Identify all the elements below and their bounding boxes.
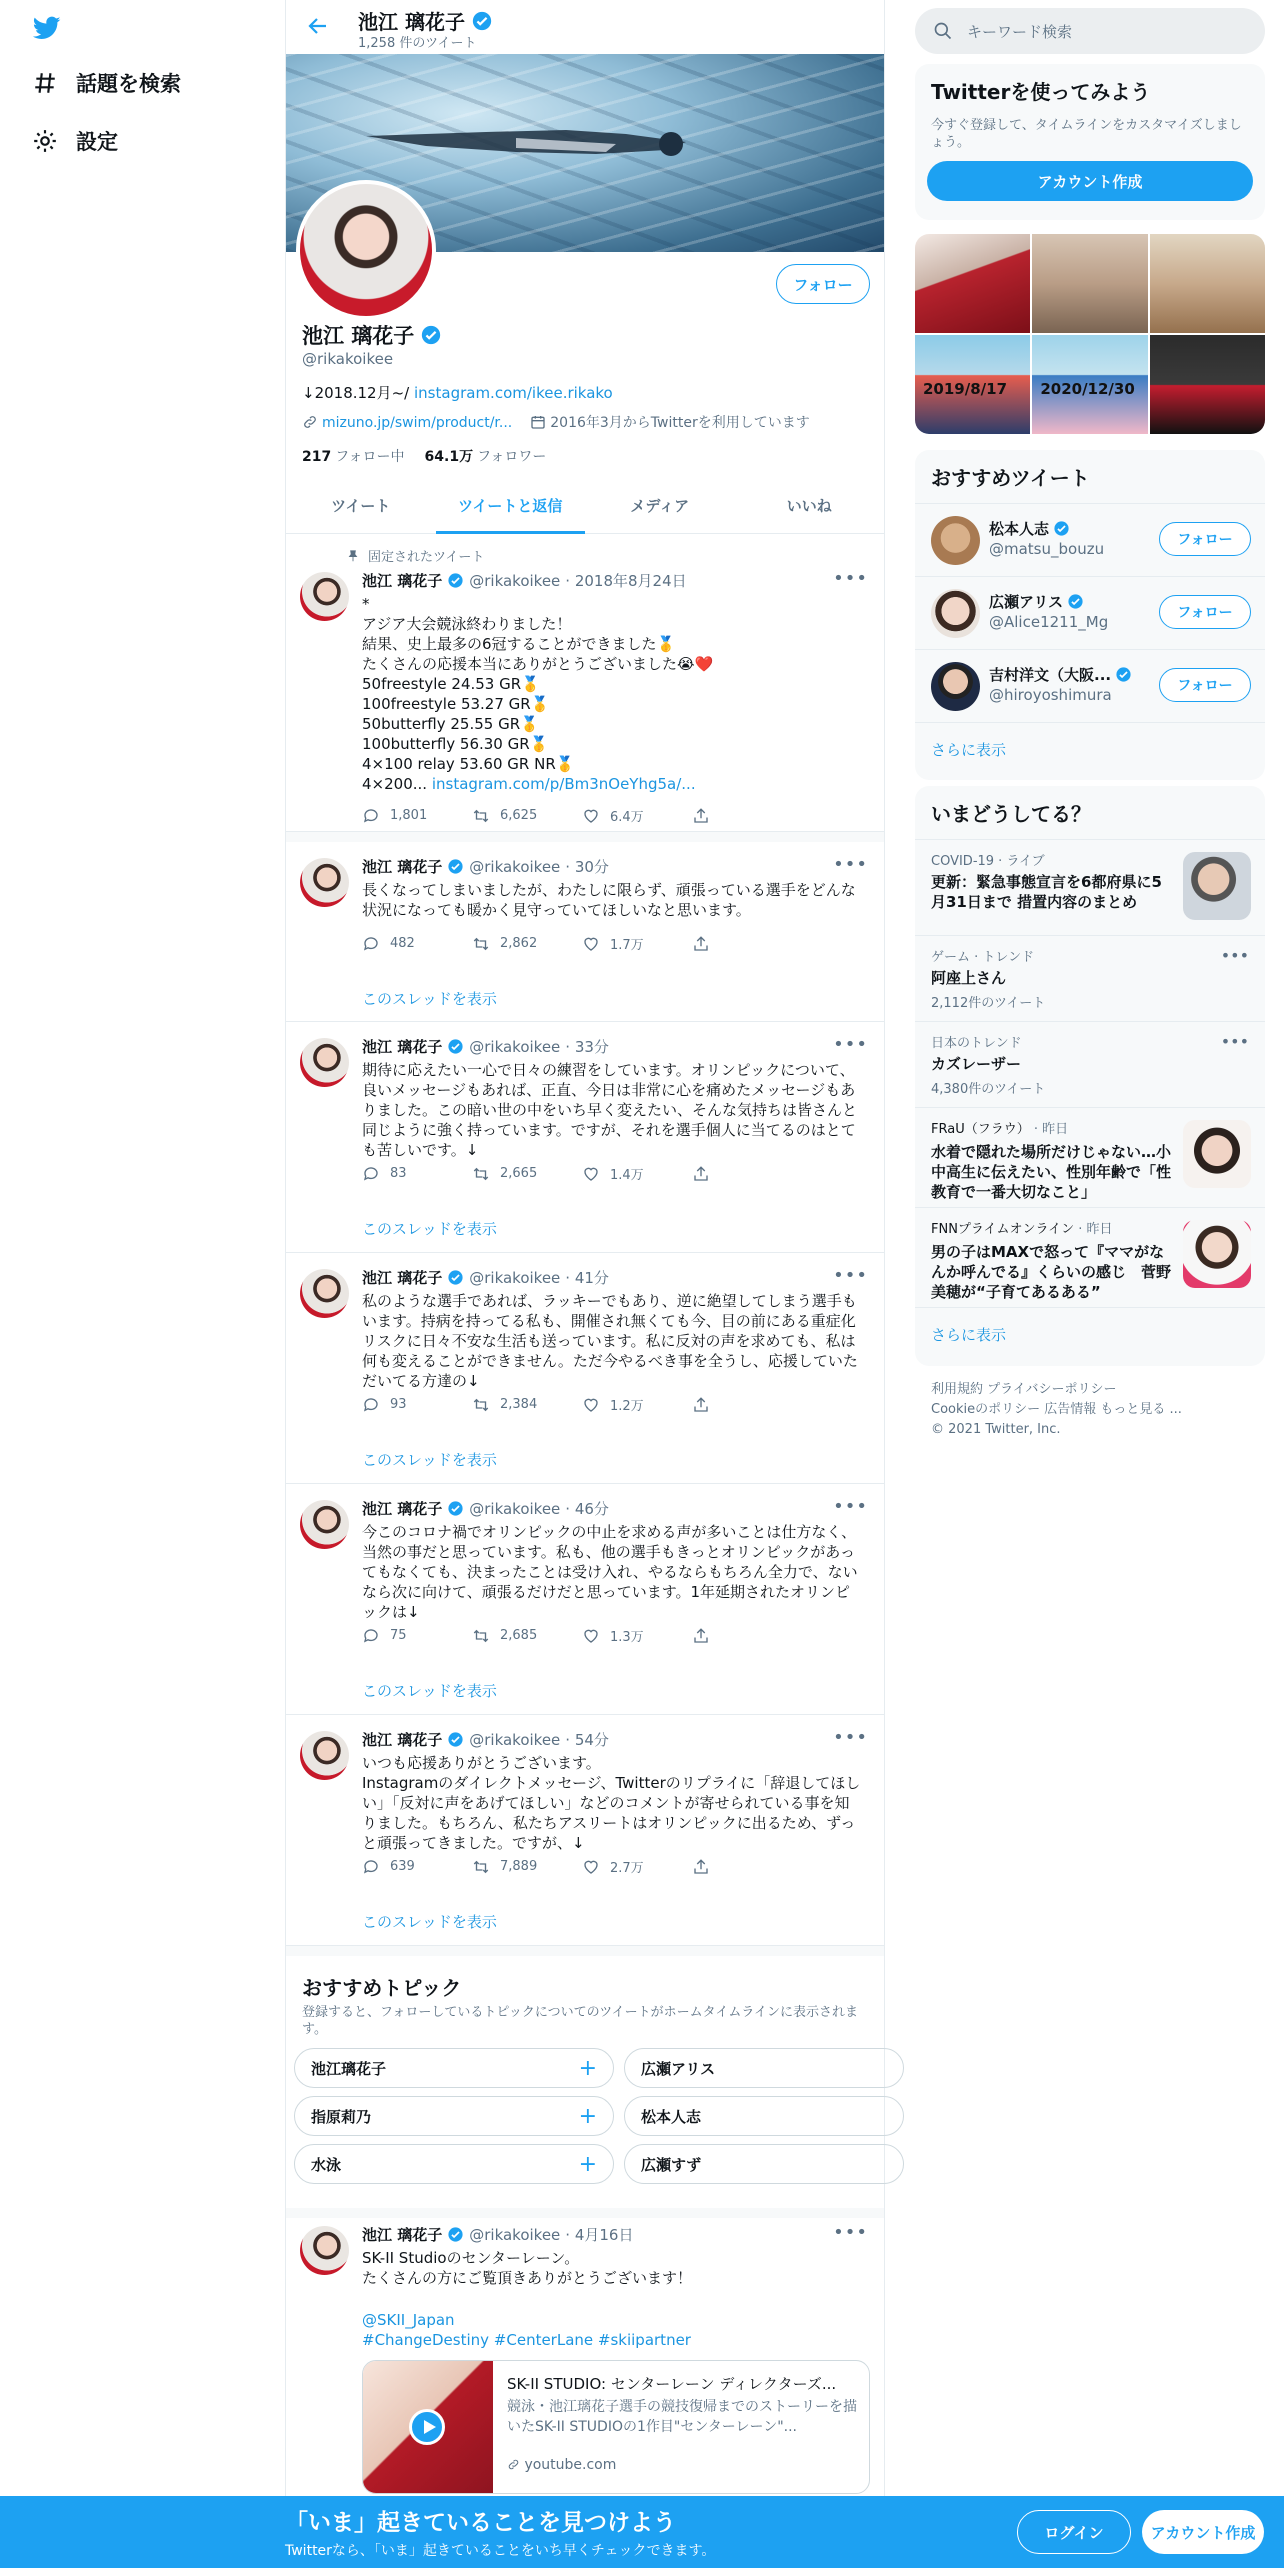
who-to-follow-panel <box>915 450 1265 780</box>
main-column <box>285 0 885 2568</box>
signup-title: Twitterを使ってみよう <box>931 80 1151 104</box>
tweet-mention <box>362 2310 862 2330</box>
share-icon <box>692 1165 710 1183</box>
trend-source-name: FRaU（フラウ） <box>931 1122 1030 1137</box>
verified-badge-icon <box>1067 593 1084 610</box>
like-action[interactable] <box>582 934 692 953</box>
reply-icon <box>362 1165 380 1183</box>
profile-stats <box>302 446 546 466</box>
topic-chip[interactable] <box>294 2144 614 2184</box>
trend-item[interactable] <box>915 1021 1265 1107</box>
who-handle: @Alice1211_Mg <box>989 613 1109 631</box>
share-action[interactable] <box>692 1164 802 1183</box>
following-stat[interactable] <box>302 446 405 466</box>
heart-icon <box>582 1858 600 1876</box>
reply-action[interactable] <box>362 934 472 953</box>
like-count: 1.2万 <box>610 1399 644 1414</box>
media-date-label: 2019/8/17 <box>923 380 1008 398</box>
avatar[interactable] <box>300 1269 349 1318</box>
tweet[interactable] <box>286 1022 884 1253</box>
section-divider <box>286 1946 884 1956</box>
verified-badge-icon <box>471 10 493 32</box>
reply-action[interactable] <box>362 1626 472 1645</box>
share-action[interactable] <box>692 1626 802 1645</box>
who-name <box>989 518 1070 539</box>
card-thumbnail <box>363 2361 493 2494</box>
more-icon[interactable]: ••• <box>833 1034 868 1055</box>
tweet-author-name[interactable]: 池江 璃花子 <box>362 1269 443 1287</box>
show-thread-link[interactable]: このスレッドを表示 <box>362 1220 497 1238</box>
trend-title: 水着で隠れた場所だけじゃない…小中高生に伝えたい、性別年齢で「性教育で一番大切なこと」 <box>931 1143 1172 1201</box>
retweet-icon <box>472 1627 490 1645</box>
show-thread-link[interactable]: このスレッドを表示 <box>362 1682 497 1700</box>
topic-chip[interactable] <box>294 2096 614 2136</box>
pinned-label <box>346 546 484 565</box>
follow-button[interactable]: フォロー <box>1159 668 1251 702</box>
reply-icon <box>362 1627 380 1645</box>
trend-source-name: FNNプライムオンライン <box>931 1222 1075 1237</box>
profile-header-bar <box>286 0 884 54</box>
tab-media[interactable]: メディア <box>630 497 690 515</box>
search-input[interactable] <box>915 8 1265 54</box>
heart-icon <box>582 1396 600 1414</box>
bottom-bar-title: 「いま」起きていることを見つけよう <box>285 2510 676 2536</box>
show-more-link[interactable]: さらに表示 <box>915 1307 1265 1361</box>
tweet[interactable] <box>286 1253 884 1484</box>
trend-category: COVID-19 · ライブ <box>931 854 1045 869</box>
retweet-action[interactable] <box>472 1626 582 1645</box>
tweet-text: 今このコロナ禍でオリンピックの中止を求める声が多いことは仕方なく、当然の事だと思っています。私も、他の選手もきっとオリンピックがあってもなくても、決まったことは受け入れ、やるならもちろん全力で、ないなら次に向けて、頑張るだけだと思っています。1年延期されたオリンピックは↓ <box>362 1523 858 1621</box>
tweet-header <box>362 1729 609 1750</box>
search-icon <box>933 21 953 41</box>
follow-button[interactable]: フォロー <box>1159 522 1251 556</box>
followers-stat[interactable] <box>425 446 547 466</box>
retweet-action[interactable] <box>472 1857 582 1876</box>
like-action[interactable] <box>582 806 692 825</box>
tab-tweets-and-replies[interactable]: ツイートと返信 <box>436 480 586 533</box>
tweet-author-name[interactable]: 池江 璃花子 <box>362 572 443 590</box>
bio-text: ↓2018.12月~/ <box>302 384 414 402</box>
retweet-icon <box>472 1858 490 1876</box>
tweet-header <box>362 856 609 877</box>
who-to-follow-title: おすすめツイート <box>931 466 1090 490</box>
topic-label: 池江璃花子 <box>311 2059 387 2078</box>
gear-icon <box>32 128 58 154</box>
tweet-author-handle: @rikakoikee <box>469 1037 561 1056</box>
header-name-text: 池江 璃花子 <box>358 10 465 34</box>
topic-label: 指原莉乃 <box>311 2107 372 2126</box>
tweet-link[interactable]: instagram.com/p/Bm3nOeYhg5a/... <box>431 775 696 793</box>
avatar[interactable] <box>300 858 349 907</box>
footer-links <box>931 1380 1182 1440</box>
trend-item[interactable] <box>915 935 1265 1021</box>
nav-explore-label: 話題を検索 <box>76 72 181 96</box>
trends-title: いまどうしてる？ <box>931 802 1091 826</box>
bio-link[interactable]: instagram.com/ikee.rikako <box>414 384 613 402</box>
trend-title: 男の子はMAXで怒って『ママがなんか呼んでる』くらいの感じ 菅野美穂が“子育てあるある” <box>931 1243 1172 1301</box>
media-date-label: 2020/12/30 <box>1040 380 1135 398</box>
trend-item[interactable] <box>915 1207 1265 1307</box>
topic-label: 水泳 <box>311 2155 342 2174</box>
trend-time: · 昨日 <box>1078 1222 1113 1237</box>
nav-explore[interactable] <box>32 68 181 98</box>
share-icon <box>692 1858 710 1876</box>
profile-bio <box>302 382 613 403</box>
more-icon[interactable]: ••• <box>833 568 868 589</box>
like-count: 2.7万 <box>610 1861 644 1876</box>
share-action[interactable] <box>692 934 802 953</box>
card-domain <box>507 2457 616 2473</box>
footer-line[interactable]: Cookieのポリシー 広告情報 もっと見る ... <box>931 1402 1182 1417</box>
like-action[interactable] <box>582 1164 692 1183</box>
media-thumbnail[interactable] <box>1032 234 1147 333</box>
avatar[interactable] <box>931 662 980 711</box>
profile-name-text: 池江 璃花子 <box>302 324 415 348</box>
topic-label: 広瀬すず <box>641 2155 702 2174</box>
more-icon[interactable]: ••• <box>833 1496 868 1517</box>
tweet-author-handle: @rikakoikee <box>469 1499 561 1518</box>
card-domain-text: youtube.com <box>524 2457 617 2473</box>
trend-time: · 昨日 <box>1033 1122 1069 1137</box>
nav-settings[interactable] <box>32 126 118 156</box>
link-card[interactable] <box>362 2360 870 2494</box>
show-thread-link[interactable]: このスレッドを表示 <box>362 1913 497 1931</box>
trend-count: 4,380件のツイート <box>931 1082 1046 1097</box>
signup-subtitle: 今すぐ登録して、タイムラインをカスタマイズしましょう。 <box>931 118 1242 150</box>
profile-name <box>302 320 442 350</box>
website-link[interactable]: mizuno.jp/swim/product/r... <box>322 414 513 431</box>
tweet-author-handle: @rikakoikee <box>469 1730 561 1749</box>
retweet-count: 6,625 <box>500 808 538 823</box>
retweet-count: 2,665 <box>500 1166 538 1181</box>
pin-icon <box>346 549 360 563</box>
who-to-follow-item[interactable] <box>915 503 1265 576</box>
section-divider <box>286 2208 884 2218</box>
tweet-text: SK-II Studioのセンターレーン。 たくさんの方にご覧頂きありがとうございます！ <box>362 2249 693 2287</box>
tweet-actions <box>362 1164 802 1183</box>
trend-count: 2,112件のツイート <box>931 996 1046 1011</box>
signup-panel <box>915 64 1265 220</box>
heart-icon <box>582 1165 600 1183</box>
tweet-text <box>362 594 862 794</box>
tweet-author-handle: @rikakoikee <box>469 857 561 876</box>
reply-action[interactable] <box>362 806 472 825</box>
tweet-text-content: * アジア大会競泳終わりました！ 結果、史上最多の6冠することができました🥇 たくさんの応援本当にありがとうございました😭❤️ 50freestyle 24.53 GR🥇 100freestyle 53.27 GR🥇 50butterfly 25.55 GR🥇 100butterfly 56.30 GR🥇 4×100 relay 53.60 GR NR🥇 4×200... <box>362 595 714 793</box>
reply-action[interactable] <box>362 1164 472 1183</box>
verified-badge-icon <box>447 1038 464 1055</box>
signup-prompt-bar <box>0 2496 1284 2568</box>
tweet-time[interactable]: · 4月16日 <box>565 2226 634 2244</box>
tweet-author-name[interactable]: 池江 璃花子 <box>362 1731 443 1749</box>
avatar[interactable] <box>300 1500 349 1549</box>
pinned-tweet[interactable] <box>286 534 884 832</box>
nav-settings-label: 設定 <box>76 130 118 154</box>
media-thumbnail[interactable] <box>915 234 1030 333</box>
trend-category: 日本のトレンド <box>931 1036 1022 1051</box>
like-action[interactable] <box>582 1626 692 1645</box>
retweet-icon <box>472 1396 490 1414</box>
topics-subtitle: 登録すると、フォローしているトピックについてのツイートがホームタイムラインに表示されます。 <box>302 2005 859 2037</box>
tweet-text: 期待に応えたい一心で日々の練習をしています。オリンピックについて、良いメッセージもあれば、正直、今日は非常に心を痛めたメッセージもありました。この暗い世の中をいち早く変えたい、そんな気持ちは皆さんと同じように強く持っています。ですが、それを選手個人に当てるのはとても苦しいです。↓ <box>362 1061 858 1159</box>
retweet-action[interactable] <box>472 806 582 825</box>
topic-chip[interactable] <box>624 2144 904 2184</box>
verified-badge-icon <box>1053 520 1070 537</box>
more-icon[interactable]: ••• <box>833 1727 868 1748</box>
tweet-actions <box>362 806 802 825</box>
avatar[interactable] <box>300 1038 349 1087</box>
tweet-hashtags <box>362 2330 862 2350</box>
share-action[interactable] <box>692 1395 802 1414</box>
verified-badge-icon <box>447 1500 464 1517</box>
like-action[interactable] <box>582 1857 692 1876</box>
follow-button[interactable]: フォロー <box>776 264 870 304</box>
link-icon <box>507 2458 520 2471</box>
tweet[interactable] <box>286 842 884 1022</box>
website <box>302 414 512 431</box>
tweet-header <box>362 1498 609 1519</box>
mention-link[interactable]: @SKII_Japan <box>362 2311 455 2329</box>
like-action[interactable] <box>582 1395 692 1414</box>
tweet-author-name[interactable]: 池江 璃花子 <box>362 858 443 876</box>
trend-item[interactable] <box>915 839 1265 935</box>
tweet-text: 長くなってしまいましたが、わたしに限らず、頑張っている選手をどんな状況になっても暖かく見守っていてほしいなと思います。 <box>362 881 856 919</box>
reply-count: 93 <box>390 1397 407 1412</box>
plus-icon: + <box>578 2055 597 2081</box>
reply-count: 75 <box>390 1628 407 1643</box>
card-description: 競泳・池江璃花子選手の競技復帰までのストーリーを描いたSK-II STUDIOの1作目"センターレーン"... <box>507 2399 857 2435</box>
plus-icon: + <box>578 2103 597 2129</box>
topic-chip[interactable] <box>624 2048 904 2088</box>
profile-tabs <box>286 480 884 534</box>
search-placeholder: キーワード検索 <box>967 22 1073 41</box>
verified-badge-icon <box>447 1269 464 1286</box>
tweet-author-handle: @rikakoikee <box>469 571 561 590</box>
tweet-actions <box>362 1857 802 1876</box>
tab-tweets[interactable]: ツイート <box>331 497 391 515</box>
hashtag-icon <box>32 70 58 96</box>
joined-text: 2016年3月からTwitterを利用しています <box>550 415 810 431</box>
avatar[interactable] <box>300 572 349 621</box>
link-icon <box>302 414 318 430</box>
tweet-author-name[interactable]: 池江 璃花子 <box>362 1038 443 1056</box>
media-thumbnail[interactable] <box>1150 234 1265 333</box>
trend-category: ゲーム · トレンド <box>931 950 1035 965</box>
tweet-author-handle: @rikakoikee <box>469 1268 561 1287</box>
followers-label: フォロワー <box>477 449 547 465</box>
who-name-text: 松本人志 <box>989 520 1050 538</box>
verified-badge-icon <box>447 858 464 875</box>
joined-date <box>530 412 809 432</box>
share-icon <box>692 807 710 825</box>
avatar[interactable] <box>931 516 980 565</box>
who-name <box>989 664 1132 685</box>
tweet-text: いつも応援ありがとうございます。 Instagramのダイレクトメッセージ、Twitterのリプライに「辞退してほしい」「反対に声をあげてほしい」などのコメントが寄せられている事を知りました。もちろん、私たちアスリートはオリンピックに出るため、ずっと頑張ってきました。ですが、↓ <box>362 1754 861 1852</box>
timeline <box>286 534 884 1956</box>
tweet-author-handle: @rikakoikee <box>469 2225 561 2244</box>
more-icon[interactable]: ••• <box>833 1265 868 1286</box>
reply-count: 83 <box>390 1166 407 1181</box>
signup-button[interactable]: アカウント作成 <box>1142 2510 1264 2554</box>
topic-label: 松本人志 <box>641 2107 702 2126</box>
topic-chip[interactable] <box>294 2048 614 2088</box>
tweet-author-name[interactable]: 池江 璃花子 <box>362 1500 443 1518</box>
retweet-count: 2,384 <box>500 1397 538 1412</box>
tweet[interactable] <box>286 1484 884 1715</box>
trend-source <box>931 1218 1113 1237</box>
tweet-actions <box>362 1626 802 1645</box>
trend-title: 阿座上さん <box>931 969 1007 987</box>
heart-icon <box>582 1627 600 1645</box>
banner-swimmer <box>366 104 696 174</box>
trend-title: カズレーザー <box>931 1055 1022 1073</box>
verified-badge-icon <box>420 324 442 346</box>
verified-badge-icon <box>447 2226 464 2243</box>
retweet-action[interactable] <box>472 1395 582 1414</box>
header-name <box>358 6 493 35</box>
followers-count: 64.1万 <box>424 449 474 465</box>
share-action[interactable] <box>692 1857 802 1876</box>
who-name-text: 吉村洋文（大阪... <box>989 666 1112 684</box>
topics-title: おすすめトピック <box>302 1976 462 2000</box>
reply-action[interactable] <box>362 1857 472 1876</box>
tweet-time[interactable]: · 33分 <box>565 1038 609 1056</box>
trend-title: 更新：緊急事態宣言を6都府県に5月31日まで 措置内容のまとめ <box>931 873 1162 911</box>
who-name <box>989 591 1084 612</box>
retweet-icon <box>472 807 490 825</box>
trend-source <box>931 1118 1068 1137</box>
bottom-bar-subtitle: Twitterなら、「いま」起きていることをいち早くチェックできます。 <box>285 2543 716 2559</box>
follow-button[interactable]: フォロー <box>1159 595 1251 629</box>
media-thumbnail[interactable] <box>1150 335 1265 434</box>
retweet-icon <box>472 935 490 953</box>
trend-thumbnail <box>1183 1120 1251 1188</box>
who-to-follow-item[interactable] <box>915 649 1265 722</box>
tweet-time[interactable]: · 46分 <box>565 1500 609 1518</box>
tweet[interactable] <box>286 1715 884 1946</box>
like-count: 1.4万 <box>610 1168 644 1183</box>
who-handle: @matsu_bouzu <box>989 540 1105 558</box>
tweet-author-name[interactable]: 池江 璃花子 <box>362 2226 443 2244</box>
more-icon[interactable]: ••• <box>1220 1032 1249 1051</box>
login-button[interactable]: ログイン <box>1017 2510 1131 2554</box>
tweet-header <box>362 1267 609 1288</box>
like-count: 1.7万 <box>610 938 644 953</box>
footer-line[interactable]: 利用規約 プライバシーポリシー <box>931 1382 1117 1397</box>
retweet-count: 7,889 <box>500 1859 538 1874</box>
calendar-icon <box>530 414 546 430</box>
reply-icon <box>362 1858 380 1876</box>
retweet-count: 2,862 <box>500 936 538 951</box>
avatar[interactable] <box>931 589 980 638</box>
retweet-action[interactable] <box>472 934 582 953</box>
tab-likes[interactable]: いいね <box>786 497 832 515</box>
following-count: 217 <box>302 449 332 465</box>
avatar[interactable] <box>300 2226 349 2275</box>
more-icon[interactable]: ••• <box>1220 946 1249 965</box>
header-tweet-count: 1,258 件のツイート <box>358 36 477 51</box>
more-icon[interactable]: ••• <box>833 854 868 875</box>
twitter-logo-icon[interactable] <box>30 14 64 42</box>
plus-icon: + <box>578 2151 597 2177</box>
reply-icon <box>362 935 380 953</box>
show-more-link[interactable]: さらに表示 <box>915 722 1265 776</box>
play-icon <box>409 2409 445 2445</box>
more-icon[interactable]: ••• <box>833 2222 868 2243</box>
tweet-time[interactable]: · 30分 <box>565 858 609 876</box>
tweet-time[interactable]: · 54分 <box>565 1731 609 1749</box>
verified-badge-icon <box>447 1731 464 1748</box>
copyright: © 2021 Twitter, Inc. <box>931 1422 1061 1437</box>
back-arrow-icon[interactable] <box>306 14 330 38</box>
tweet-actions <box>362 934 802 953</box>
trend-thumbnail <box>1183 852 1251 920</box>
section-divider <box>286 832 884 842</box>
create-account-button[interactable]: アカウント作成 <box>927 161 1253 201</box>
media-grid <box>915 234 1265 434</box>
tweet-text: 私のような選手であれば、ラッキーでもあり、逆に絶望してしまう選手もいます。持病を持ってる私も、開催され無くても今、目の前にある重症化リスクに日々不安な生活も送っています。私に反対の声を求めても、私は何も変えることができません。ただ今やるべき事を全うし、応援していただいてる方達の↓ <box>362 1292 858 1390</box>
trend-thumbnail <box>1183 1220 1251 1288</box>
tweet-header <box>362 570 687 591</box>
tweet-header <box>362 2224 633 2245</box>
who-handle: @hiroyoshimura <box>989 686 1112 704</box>
retweet-action[interactable] <box>472 1164 582 1183</box>
trends-panel <box>915 786 1265 1366</box>
verified-badge-icon <box>1115 666 1132 683</box>
like-count: 6.4万 <box>610 810 644 825</box>
reply-action[interactable] <box>362 1395 472 1414</box>
show-thread-link[interactable]: このスレッドを表示 <box>362 1451 497 1469</box>
who-name-text: 広瀬アリス <box>989 593 1064 611</box>
share-icon <box>692 1396 710 1414</box>
tweet-header <box>362 1036 609 1057</box>
retweet-count: 2,685 <box>500 1628 538 1643</box>
heart-icon <box>582 807 600 825</box>
trend-item[interactable] <box>915 1107 1265 1207</box>
share-icon <box>692 1627 710 1645</box>
topic-chip[interactable] <box>624 2096 904 2136</box>
media-thumbnail[interactable] <box>1032 335 1147 434</box>
card-title: SK-II STUDIO: センターレーン ディレクターズ... <box>507 2375 837 2393</box>
tweet-time[interactable]: · 2018年8月24日 <box>565 572 687 590</box>
retweet-icon <box>472 1165 490 1183</box>
verified-badge-icon <box>447 572 464 589</box>
reply-count: 482 <box>390 936 415 951</box>
profile-avatar[interactable] <box>296 180 436 320</box>
topic-label: 広瀬アリス <box>641 2059 716 2078</box>
like-count: 1.3万 <box>610 1630 644 1645</box>
avatar[interactable] <box>300 1731 349 1780</box>
profile-meta <box>302 412 810 432</box>
hashtag-links[interactable]: #ChangeDestiny #CenterLane #skiipartner <box>362 2331 691 2349</box>
reply-icon <box>362 1396 380 1414</box>
share-icon <box>692 935 710 953</box>
reply-icon <box>362 807 380 825</box>
tweet-time[interactable]: · 41分 <box>565 1269 609 1287</box>
share-action[interactable] <box>692 806 802 825</box>
tweet-actions <box>362 1395 802 1414</box>
following-label: フォロー中 <box>335 449 405 465</box>
heart-icon <box>582 935 600 953</box>
show-thread-link[interactable]: このスレッドを表示 <box>362 990 497 1008</box>
who-to-follow-item[interactable] <box>915 576 1265 649</box>
media-thumbnail[interactable] <box>915 335 1030 434</box>
reply-count: 1,801 <box>390 808 428 823</box>
pinned-label-text: 固定されたツイート <box>368 550 485 565</box>
reply-count: 639 <box>390 1859 415 1874</box>
profile-handle: @rikakoikee <box>302 350 394 368</box>
